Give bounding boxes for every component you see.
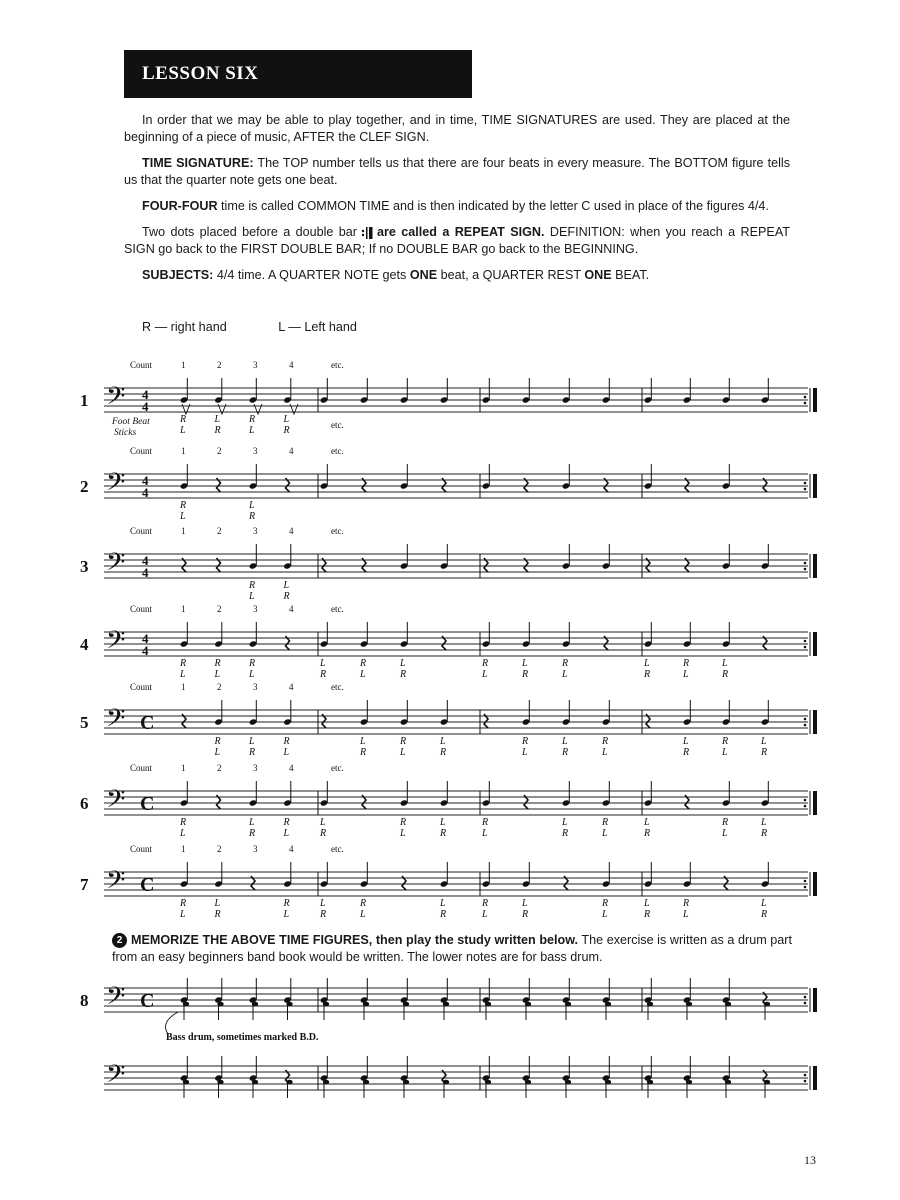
- sticking-upper: L: [360, 736, 366, 747]
- sticking-upper: R: [214, 736, 221, 747]
- count-beat: 2: [217, 360, 222, 370]
- intro-p4c-text: DEFINITION: when you reach a REPEAT SIGN go back to the FIRST DOUBLE BAR; If no DOUBLE BAR go back to the BEGINNING.: [124, 225, 790, 256]
- bass-drum-note-head: [725, 1080, 731, 1085]
- exercise-number: 3: [80, 557, 89, 576]
- sticking-upper: L: [761, 898, 767, 909]
- sticking-lower: R: [440, 828, 447, 839]
- repeat-dot: [804, 718, 807, 721]
- sticking-lower: R: [562, 828, 569, 839]
- sticking-upper: L: [440, 736, 446, 747]
- sticking-lower: R: [249, 747, 256, 758]
- sticking-upper: R: [683, 658, 690, 669]
- etc-lower: etc.: [331, 420, 344, 430]
- sticking-lower: R: [214, 425, 221, 436]
- sticking-upper: R: [602, 898, 609, 909]
- time-sig-bottom: 4: [142, 643, 149, 658]
- sticking-upper: L: [722, 658, 728, 669]
- intro-p5-bold: SUBJECTS:: [142, 268, 214, 282]
- sticking-upper: L: [214, 414, 221, 425]
- sticking-lower: R: [683, 747, 690, 758]
- count-beat: 3: [253, 763, 258, 773]
- repeat-dot: [804, 799, 807, 802]
- foot-beat-mark-icon: [254, 404, 262, 414]
- count-beat: 3: [253, 446, 258, 456]
- sticking-lower: L: [602, 747, 608, 758]
- sticking-upper: R: [180, 414, 187, 425]
- sticking-upper: R: [482, 658, 489, 669]
- sticking-lower: R: [761, 909, 768, 920]
- sticking-lower: R: [562, 747, 569, 758]
- final-thick-bar: [813, 632, 817, 656]
- sticking-upper: L: [320, 817, 326, 828]
- sticking-upper: R: [602, 817, 609, 828]
- sticking-upper: L: [320, 898, 326, 909]
- sticking-upper: L: [249, 500, 255, 511]
- bass-drum-pointer-icon: [166, 1012, 178, 1034]
- sticking-upper: L: [644, 817, 650, 828]
- common-time-sign: C: [140, 793, 155, 815]
- bass-drum-note-head: [363, 1002, 369, 1007]
- sticking-upper: R: [360, 898, 367, 909]
- foot-beat-mark-icon: [290, 404, 298, 414]
- count-beat: 2: [217, 844, 222, 854]
- sticking-lower: R: [283, 425, 290, 436]
- bass-drum-note-head: [183, 1080, 189, 1085]
- count-etc: etc.: [331, 844, 344, 854]
- sticking-lower: R: [249, 511, 256, 522]
- intro-p4a-text: Two dots placed before a double bar: [142, 225, 357, 239]
- sticking-upper: L: [761, 817, 767, 828]
- count-beat: 4: [289, 360, 294, 370]
- legend-right-hand: R — right hand: [142, 320, 227, 334]
- sticking-lower: L: [180, 425, 186, 436]
- final-thick-bar: [813, 791, 817, 815]
- count-beat: 1: [181, 604, 186, 614]
- sticking-lower: L: [602, 909, 608, 920]
- bass-drum-note-head: [764, 1080, 770, 1085]
- bass-clef-icon: 𝄢: [106, 982, 126, 1017]
- count-beat: 1: [181, 844, 186, 854]
- sticking-upper: L: [683, 736, 689, 747]
- final-thick-bar: [813, 388, 817, 412]
- final-thick-bar: [813, 554, 817, 578]
- bass-drum-note-head: [525, 1002, 531, 1007]
- repeat-dot: [804, 880, 807, 883]
- count-label: Count: [130, 360, 153, 370]
- common-time-sign: C: [140, 712, 155, 734]
- time-sig-bottom: 4: [142, 485, 149, 500]
- sticking-lower: R: [440, 747, 447, 758]
- sticking-lower: L: [249, 425, 255, 436]
- sticking-lower: L: [683, 669, 689, 680]
- sticking-lower: R: [644, 669, 651, 680]
- bass-drum-note-head: [403, 1002, 409, 1007]
- sticking-lower: R: [283, 591, 290, 602]
- sticking-upper: R: [400, 736, 407, 747]
- sticking-lower: L: [722, 828, 728, 839]
- sticking-upper: L: [249, 817, 255, 828]
- sticking-lower: R: [644, 909, 651, 920]
- sticking-upper: R: [249, 658, 256, 669]
- bass-drum-note-head: [323, 1080, 329, 1085]
- sticking-lower: L: [562, 669, 568, 680]
- sticking-lower: L: [400, 747, 406, 758]
- sticking-upper: L: [320, 658, 326, 669]
- count-etc: etc.: [331, 446, 344, 456]
- sticking-upper: R: [482, 817, 489, 828]
- sticking-upper: L: [283, 414, 290, 425]
- exercise-number: 1: [80, 391, 89, 410]
- sticking-upper: R: [400, 817, 407, 828]
- bass-drum-note-head: [686, 1080, 692, 1085]
- intro-p1-text: In order that we may be able to play together, and in time, TIME SIGNATURES are used. They are placed at the beginning of a piece of music, AFTER the CLEF SIGN.: [124, 113, 790, 144]
- time-sig-top: 4: [142, 387, 149, 402]
- intro-p5d: ONE: [584, 268, 612, 282]
- common-time-sign: C: [140, 990, 155, 1012]
- foot-beat-mark-icon: [218, 404, 226, 414]
- sticking-upper: L: [249, 736, 255, 747]
- repeat-dot: [804, 996, 807, 999]
- exercise-number: 8: [80, 991, 89, 1010]
- intro-p3-text: time is called COMMON TIME and is then indicated by the letter C used in place of the figures 4/4.: [217, 199, 769, 213]
- final-thick-bar: [813, 1066, 817, 1090]
- sticking-lower: R: [440, 909, 447, 920]
- sticking-upper: R: [722, 817, 729, 828]
- bass-drum-note-head: [565, 1002, 571, 1007]
- sticking-lower: L: [482, 669, 488, 680]
- bass-clef-icon: 𝄢: [106, 468, 126, 503]
- sticking-lower: L: [249, 591, 255, 602]
- repeat-dot: [804, 886, 807, 889]
- sticking-lower: L: [180, 511, 186, 522]
- time-sig-top: 4: [142, 553, 149, 568]
- bass-drum-note-head: [217, 1002, 223, 1007]
- sticking-lower: R: [522, 669, 529, 680]
- count-beat: 1: [181, 360, 186, 370]
- sticking-upper: L: [644, 898, 650, 909]
- bass-drum-note-head: [764, 1002, 770, 1007]
- sticking-upper: R: [283, 817, 290, 828]
- sticking-upper: R: [482, 898, 489, 909]
- intro-p3-bold: FOUR-FOUR: [142, 199, 218, 213]
- common-time-sign: C: [140, 874, 155, 896]
- repeat-dot: [804, 482, 807, 485]
- sticking-lower: L: [180, 669, 186, 680]
- intro-p5a: 4/4 time. A QUARTER NOTE gets: [213, 268, 410, 282]
- bass-drum-note-head: [485, 1080, 491, 1085]
- count-beat: 2: [217, 526, 222, 536]
- bass-drum-note-head: [485, 1002, 491, 1007]
- step-number-badge: 2: [112, 933, 127, 948]
- count-beat: 1: [181, 763, 186, 773]
- memo-rest: The exercise is written as a drum part from an easy beginners band book would be written. The lower notes are for bass drum.: [112, 933, 792, 964]
- intro-p5e: BEAT.: [611, 268, 650, 282]
- sticking-upper: R: [214, 658, 221, 669]
- sticking-upper: R: [180, 898, 187, 909]
- sticking-upper: L: [440, 817, 446, 828]
- sticking-lower: L: [360, 669, 366, 680]
- sticking-upper: R: [283, 898, 290, 909]
- bass-drum-note-head: [252, 1002, 258, 1007]
- sticking-upper: R: [360, 658, 367, 669]
- bass-drum-note-head: [605, 1002, 611, 1007]
- sticking-lower: L: [360, 909, 366, 920]
- memorize-instruction: [112, 932, 792, 966]
- sticking-upper: L: [522, 658, 528, 669]
- intro-p2-bold: TIME SIGNATURE:: [142, 156, 254, 170]
- sticking-lower: R: [522, 909, 529, 920]
- bass-drum-note-head: [363, 1080, 369, 1085]
- foot-beat-mark-icon: [182, 404, 190, 414]
- count-etc: etc.: [331, 604, 344, 614]
- bass-drum-note-head: [286, 1080, 292, 1085]
- bass-clef-icon: 𝄢: [106, 704, 126, 739]
- bass-drum-note-head: [403, 1080, 409, 1085]
- sticking-lower: L: [249, 669, 255, 680]
- count-beat: 1: [181, 682, 186, 692]
- bass-drum-note-head: [525, 1080, 531, 1085]
- sticking-lower: R: [320, 828, 327, 839]
- bass-drum-note-head: [252, 1080, 258, 1085]
- repeat-dot: [804, 402, 807, 405]
- count-etc: etc.: [331, 360, 344, 370]
- sticking-lower: L: [482, 828, 488, 839]
- bass-drum-note-head: [443, 1080, 449, 1085]
- count-label: Count: [130, 682, 153, 692]
- sticking-lower: R: [644, 828, 651, 839]
- bass-drum-note-head: [605, 1080, 611, 1085]
- sticking-lower: L: [214, 669, 221, 680]
- bass-drum-note-head: [565, 1080, 571, 1085]
- bass-drum-note-head: [217, 1080, 223, 1085]
- count-beat: 4: [289, 844, 294, 854]
- count-label: Count: [130, 526, 153, 536]
- sticking-lower: R: [320, 909, 327, 920]
- count-beat: 3: [253, 844, 258, 854]
- sticking-lower: L: [283, 828, 290, 839]
- sticking-upper: R: [283, 736, 290, 747]
- sticking-lower: R: [214, 909, 221, 920]
- bass-drum-note-head: [323, 1002, 329, 1007]
- sticking-upper: R: [522, 736, 529, 747]
- sticking-upper: L: [562, 817, 568, 828]
- time-sig-bottom: 4: [142, 565, 149, 580]
- sticking-lower: L: [180, 828, 186, 839]
- final-thick-bar: [813, 872, 817, 896]
- bass-clef-icon: 𝄢: [106, 548, 126, 583]
- bass-drum-note-head: [183, 1002, 189, 1007]
- time-sig-top: 4: [142, 473, 149, 488]
- sticking-upper: L: [644, 658, 650, 669]
- sticking-lower: L: [482, 909, 488, 920]
- sticking-upper: L: [562, 736, 568, 747]
- count-beat: 4: [289, 526, 294, 536]
- count-label: Count: [130, 763, 153, 773]
- repeat-dot: [804, 1074, 807, 1077]
- sticking-upper: R: [249, 414, 256, 425]
- sticking-lower: L: [683, 909, 689, 920]
- exercise-number: 5: [80, 713, 89, 732]
- sticking-upper: R: [249, 580, 256, 591]
- intro-p4b-bold: are called a REPEAT SIGN.: [376, 225, 545, 239]
- exercise-number: 2: [80, 477, 89, 496]
- sticking-upper: R: [602, 736, 609, 747]
- sticking-upper: R: [562, 658, 569, 669]
- sticking-upper: L: [214, 898, 221, 909]
- final-thick-bar: [813, 988, 817, 1012]
- repeat-dot: [804, 1080, 807, 1083]
- count-label: Count: [130, 844, 153, 854]
- bass-drum-note-head: [286, 1002, 292, 1007]
- bass-clef-icon: 𝄢: [106, 382, 126, 417]
- sticking-upper: L: [522, 898, 528, 909]
- count-beat: 3: [253, 360, 258, 370]
- sticking-upper: R: [722, 736, 729, 747]
- sticking-lower: R: [761, 828, 768, 839]
- time-sig-bottom: 4: [142, 399, 149, 414]
- bass-drum-note-head: [686, 1002, 692, 1007]
- count-beat: 1: [181, 526, 186, 536]
- sticking-upper: R: [180, 500, 187, 511]
- intro-p2-text: The TOP number tells us that there are four beats in every measure. The BOTTOM figure tells us that the quarter note gets one beat.: [124, 156, 790, 187]
- count-beat: 1: [181, 446, 186, 456]
- sticks-label: Sticks: [114, 428, 137, 438]
- count-beat: 2: [217, 604, 222, 614]
- bass-drum-label: Bass drum, sometimes marked B.D.: [166, 1032, 319, 1043]
- sticking-lower: R: [400, 669, 407, 680]
- count-beat: 4: [289, 446, 294, 456]
- legend-left-hand: L — Left hand: [278, 320, 357, 334]
- count-beat: 4: [289, 682, 294, 692]
- sticking-upper: R: [180, 658, 187, 669]
- time-sig-top: 4: [142, 631, 149, 646]
- exercise-number: 7: [80, 875, 89, 894]
- sticking-lower: L: [283, 909, 290, 920]
- sticking-upper: R: [683, 898, 690, 909]
- count-etc: etc.: [331, 763, 344, 773]
- final-thick-bar: [813, 474, 817, 498]
- sticking-upper: L: [440, 898, 446, 909]
- intro-p5b: ONE: [409, 268, 438, 282]
- memo-bold-2: then play the study written below.: [372, 933, 579, 947]
- sticking-lower: L: [400, 828, 406, 839]
- repeat-dot: [804, 805, 807, 808]
- repeat-dot: [804, 1002, 807, 1005]
- bass-drum-note-head: [725, 1002, 731, 1007]
- intro-p5c: beat, a QUARTER REST: [437, 268, 585, 282]
- sticking-lower: L: [283, 747, 290, 758]
- sticking-lower: L: [180, 909, 186, 920]
- count-etc: etc.: [331, 682, 344, 692]
- sticking-lower: R: [722, 669, 729, 680]
- bass-drum-note-head: [443, 1002, 449, 1007]
- count-beat: 3: [253, 604, 258, 614]
- count-beat: 3: [253, 682, 258, 692]
- exercise-number: 4: [80, 635, 89, 654]
- sticking-lower: L: [722, 747, 728, 758]
- sticking-lower: L: [522, 747, 528, 758]
- bass-clef-icon: 𝄢: [106, 785, 126, 820]
- count-beat: 2: [217, 763, 222, 773]
- repeat-dot: [804, 488, 807, 491]
- exercise-number: 6: [80, 794, 89, 813]
- sticking-lower: L: [602, 828, 608, 839]
- final-thick-bar: [813, 710, 817, 734]
- page-number: 13: [804, 1153, 816, 1167]
- count-beat: 2: [217, 682, 222, 692]
- sticking-lower: R: [320, 669, 327, 680]
- repeat-dot: [804, 724, 807, 727]
- sticking-lower: R: [761, 747, 768, 758]
- sticking-upper: L: [761, 736, 767, 747]
- count-etc: etc.: [331, 526, 344, 536]
- bass-clef-icon: 𝄢: [106, 626, 126, 661]
- sticking-lower: L: [214, 747, 221, 758]
- sticking-upper: L: [283, 580, 290, 591]
- sticking-lower: R: [249, 828, 256, 839]
- bass-drum-note-head: [647, 1002, 653, 1007]
- foot-beat-label: Foot Beat: [112, 417, 150, 427]
- count-beat: 4: [289, 604, 294, 614]
- lesson-title: LESSON SIX: [142, 63, 259, 84]
- bass-drum-note-head: [647, 1080, 653, 1085]
- repeat-dot: [804, 640, 807, 643]
- repeat-dot: [804, 646, 807, 649]
- repeat-dot: [804, 568, 807, 571]
- bass-clef-icon: 𝄢: [106, 1060, 126, 1095]
- memo-bold-1: MEMORIZE THE ABOVE TIME FIGURES,: [131, 933, 373, 947]
- count-beat: 2: [217, 446, 222, 456]
- bass-clef-icon: 𝄢: [106, 866, 126, 901]
- count-label: Count: [130, 604, 153, 614]
- count-beat: 4: [289, 763, 294, 773]
- sticking-upper: L: [400, 658, 406, 669]
- count-beat: 3: [253, 526, 258, 536]
- count-label: Count: [130, 446, 153, 456]
- repeat-dot: [804, 396, 807, 399]
- sticking-upper: R: [180, 817, 187, 828]
- sticking-lower: R: [360, 747, 367, 758]
- repeat-dot: [804, 562, 807, 565]
